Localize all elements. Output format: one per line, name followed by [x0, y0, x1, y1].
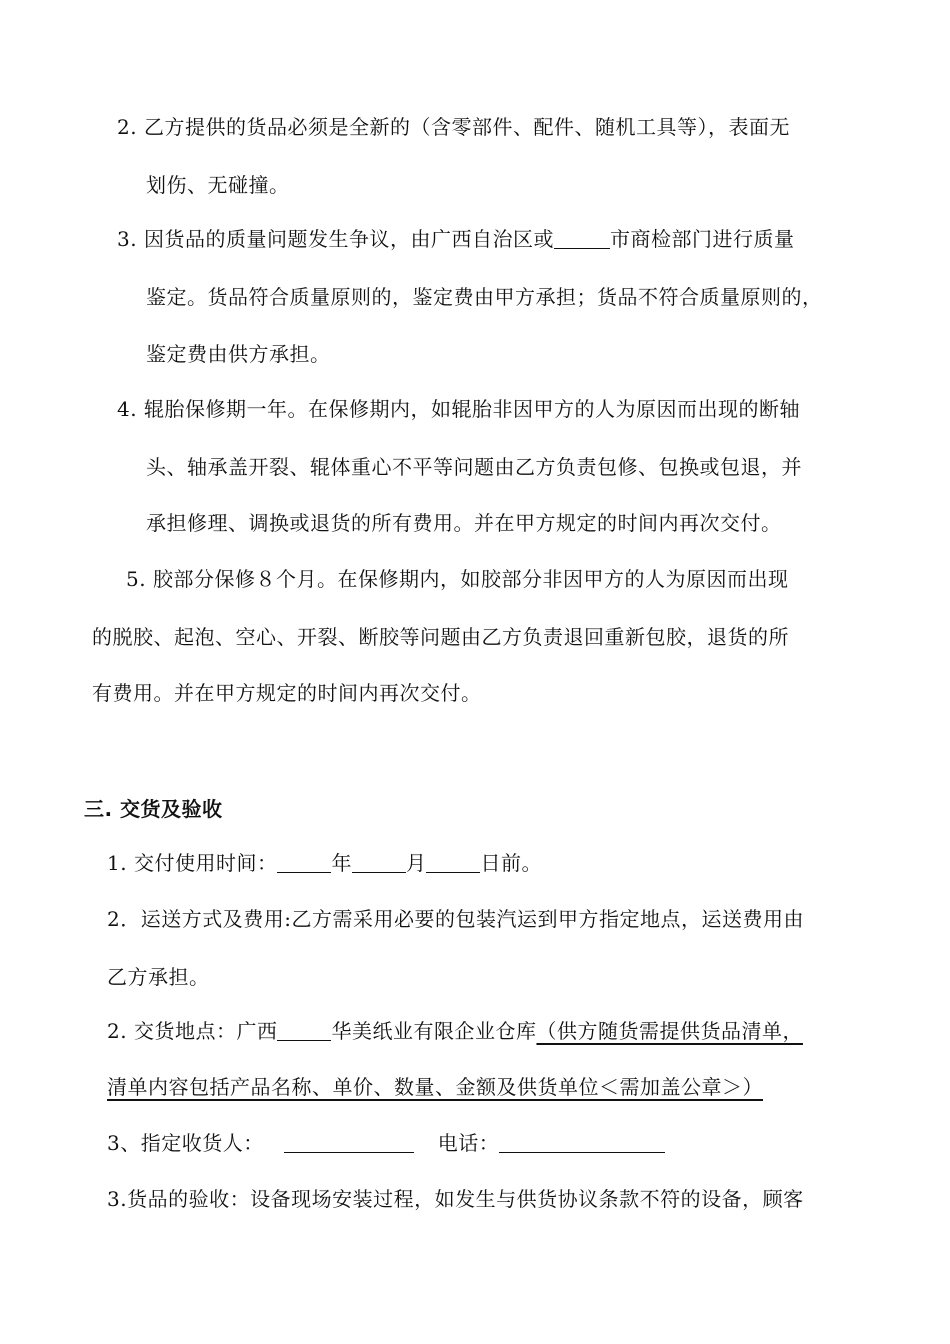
place-blank[interactable] [277, 1018, 331, 1041]
item-4-line-3: 承担修理、调换或退货的所有费用。并在甲方规定的时间内再次交付。 [146, 511, 782, 535]
acceptance-line-1: 3.货品的验收：设备现场安装过程，如发生与供货协议条款不符的设备，顾客 [107, 1187, 804, 1211]
consignee-line [107, 1128, 665, 1158]
consignee-label: 3、指定收货人： [107, 1131, 264, 1155]
shipping-line-1: 2．运送方式及费用:乙方需采用必要的包装汽运到甲方指定地点，运送费用由 [107, 907, 804, 931]
warehouse-text: 华美纸业有限企业仓库 [331, 1019, 537, 1043]
item-5-line-3: 有费用。并在甲方规定的时间内再次交付。 [92, 681, 482, 705]
goods-list-note: （供方随货需提供货品清单， [536, 1019, 803, 1043]
item-3-line-1 [117, 224, 794, 254]
year-label: 年 [331, 851, 352, 875]
item-4-line-1: 4. 辊胎保修期一年。在保修期内，如辊胎非因甲方的人为原因而出现的断轴 [117, 397, 800, 421]
item-4-line-2: 头、轴承盖开裂、辊体重心不平等问题由乙方负责包修、包换或包退，并 [146, 455, 802, 479]
month-label: 月 [405, 851, 427, 875]
item-3-line-3: 鉴定费由供方承担。 [146, 342, 331, 366]
item-2-line-2: 划伤、无碰撞。 [146, 173, 290, 197]
section-3-heading: 三. 交货及验收 [84, 797, 223, 821]
delivery-time-line [107, 848, 542, 878]
year-blank[interactable] [277, 850, 331, 873]
phone-label: 电话： [437, 1131, 500, 1155]
item-2-line-1: 2. 乙方提供的货品必须是全新的（含零部件、配件、随机工具等），表面无 [117, 115, 790, 139]
item-5-line-2: 的脱胶、起泡、空心、开裂、断胶等问题由乙方负责退回重新包胶，退货的所 [92, 625, 789, 649]
delivery-place-line-2: 清单内容包括产品名称、单价、数量、金额及供货单位＜需加盖公章＞） [107, 1075, 763, 1099]
phone-blank[interactable] [499, 1130, 665, 1153]
delivery-place-label: 2. 交货地点：广西 [107, 1019, 278, 1043]
item-3-text-b: 市商检部门进行质量 [609, 227, 795, 251]
day-blank[interactable] [426, 850, 480, 873]
item-3-text-a: 3. 因货品的质量问题发生争议，由广西自治区或 [117, 227, 554, 251]
consignee-blank[interactable] [284, 1130, 414, 1153]
day-label: 日前。 [480, 851, 542, 875]
item-5-line-1: 5. 胶部分保修８个月。在保修期内，如胶部分非因甲方的人为原因而出现 [126, 567, 789, 591]
shipping-line-2: 乙方承担。 [107, 965, 210, 989]
month-blank[interactable] [352, 850, 406, 873]
item-3-line-2: 鉴定。货品符合质量原则的，鉴定费由甲方承担；货品不符合质量原则的， [146, 285, 823, 309]
delivery-place-line-1 [107, 1016, 803, 1046]
delivery-time-label: 1. 交付使用时间： [107, 851, 278, 875]
city-blank[interactable] [554, 226, 610, 249]
